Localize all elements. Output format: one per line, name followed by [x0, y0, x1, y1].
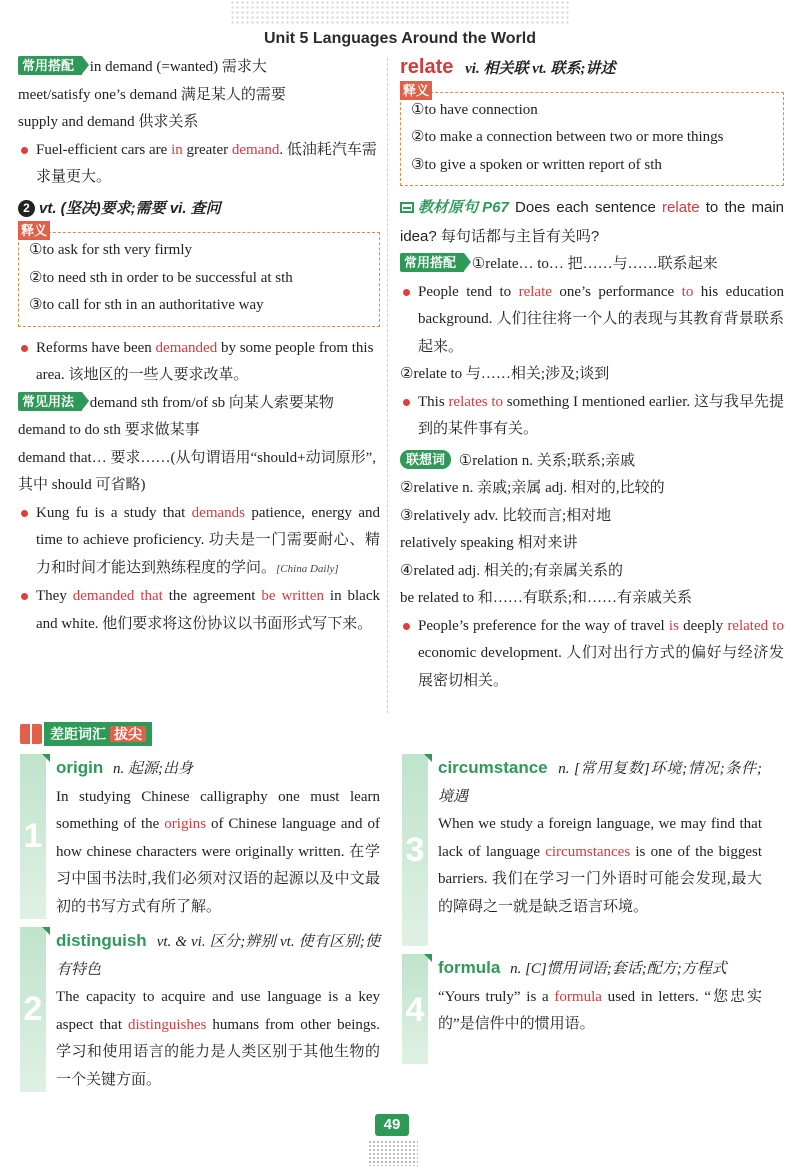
book-icon	[20, 724, 42, 744]
phrase: supply and demand 供求关系	[18, 114, 199, 130]
word-head: formula	[438, 958, 501, 977]
right-column	[400, 54, 784, 695]
definition: ②to make a connection between two or more things	[411, 129, 724, 145]
example-sentence: This relates to something I mentioned earlier. 这与我早先提到的某件事有关。	[400, 389, 784, 444]
word-pos: vt. & vi. 区分;辨别 vt. 使有区别;使有特色	[56, 934, 380, 978]
headword-line	[400, 54, 784, 84]
word-example: The capacity to acquire and use language is a key aspect that distinguishes humans from other beings. 学习和使用语言的能力是人类区别于其他生物的一个关键方面。	[56, 989, 380, 1088]
word-pos: n. [常用复数]环境;情况;条件;境遇	[438, 761, 762, 805]
top-decoration	[230, 0, 570, 26]
source-citation: [China Daily]	[276, 562, 339, 575]
related-words-line: 联想词 ①relation n. 关系;联系;亲戚	[400, 448, 784, 476]
bottom-decoration	[368, 1140, 418, 1166]
word-number: 4	[405, 991, 425, 1029]
example-sentence: Kung fu is a study that demands patience, energy and time to achieve proficiency. 功夫是一门需要耐心、精力和时间才能达到熟练程度的学问。[China Daily]	[18, 500, 380, 584]
related-phrase: relatively speaking 相对来讲	[400, 535, 578, 551]
word-pos: n. 起源;出身	[112, 761, 193, 777]
section-subtitle: 拔尖	[110, 726, 146, 742]
collocation-line	[18, 54, 380, 82]
definition-box	[18, 223, 380, 327]
textbook-tag: 教材原句 P67	[418, 199, 509, 216]
word-card-body	[56, 754, 380, 921]
section-title: 差距词汇 拔尖	[44, 722, 152, 746]
word-card-4	[402, 954, 762, 1064]
definition-label: 释义	[18, 221, 50, 240]
definition: ③to give a spoken or written report of sth	[411, 156, 662, 173]
definition-label: 释义	[400, 81, 432, 100]
example-sentence: People’s preference for the way of travel is deeply related to economic development. 人们对出行方式的偏好与经济发展密切相关。	[400, 613, 784, 696]
related-word: ④related adj. 相关的;有亲属关系的	[400, 562, 623, 579]
collocation: ②relate to 与……相关;涉及;谈到	[400, 366, 610, 382]
unit-title: Unit 5 Languages Around the World	[264, 30, 536, 47]
word-card-2	[20, 927, 380, 1092]
word-head: distinguish	[56, 931, 147, 950]
usage: demand to do sth 要求做某事	[18, 422, 200, 438]
definition: ③to call for sth in an authoritative way	[29, 297, 264, 313]
collocation-line: 常用搭配 ①relate… to… 把……与……联系起来	[400, 251, 784, 279]
headword: relate	[400, 56, 454, 78]
word-card-body	[56, 927, 380, 1094]
word-head: origin	[56, 758, 104, 777]
headword-pos: vi. 相关联 vt. 联系;讲述	[465, 61, 616, 77]
example-sentence: Reforms have been demanded by some people from this area. 该地区的一些人要求改革。	[18, 335, 380, 390]
column-divider	[387, 58, 388, 713]
word-card-body	[438, 754, 762, 921]
word-card-1	[20, 754, 380, 919]
page-number: 49	[375, 1114, 409, 1136]
sense-number: 2	[18, 200, 35, 217]
collocation-tag: 常用搭配	[400, 253, 464, 272]
textbook-icon	[400, 202, 414, 213]
left-column	[18, 54, 380, 638]
example-sentence: They demanded that the agreement be written in black and white. 他们要求将这份协议以书面形式写下来。	[18, 583, 380, 638]
related-phrase: be related to 和……有联系;和……有亲戚关系	[400, 590, 693, 606]
word-number: 2	[23, 990, 43, 1028]
example-sentence: Fuel-efficient cars are in greater demand. 低油耗汽车需求量更大。	[18, 137, 380, 192]
definition: ①to have connection	[411, 101, 538, 118]
definition: ②to need sth in order to be successful at sth	[29, 269, 293, 286]
word-head: circumstance	[438, 758, 548, 777]
usage: demand that… 要求……(从句谓语用“should+动词原形”,其中 should 可省略)	[18, 449, 377, 493]
word-example: When we study a foreign language, we may find that lack of language circumstances is one of the biggest barriers. 我们在学习一门外语时可能会发现,最大的障碍之一就是缺乏语言环境。	[438, 816, 762, 915]
usage-line: 常见用法 demand sth from/of sb 向某人索要某物	[18, 390, 380, 418]
usage-tag: 常见用法	[18, 392, 82, 411]
word-number: 1	[23, 817, 43, 855]
related-word: ③relatively adv. 比较而言;相对地	[400, 507, 612, 524]
textbook-sentence: 教材原句 P67 Does each sentence relate to the main idea? 每句话都与主旨有关吗?	[400, 194, 784, 251]
word-card-body	[438, 954, 762, 1039]
related-words-tag: 联想词	[400, 450, 451, 469]
definition: ①to ask for sth very firmly	[29, 242, 193, 258]
word-card-3	[402, 754, 762, 946]
word-pos: n. [C]惯用词语;套话;配方;方程式	[510, 961, 727, 977]
example-sentence: People tend to relate one’s performance to his education background. 人们往往将一个人的表现与其教育背景联系起来。	[400, 279, 784, 362]
word-number: 3	[405, 831, 425, 869]
definition-box	[400, 82, 784, 187]
collocation-tag: 常用搭配	[18, 56, 82, 75]
phrase: in demand (=wanted) 需求大	[89, 59, 267, 75]
phrase: meet/satisfy one’s demand 满足某人的需要	[18, 86, 286, 103]
word-example: In studying Chinese calligraphy one must learn something of the origins of Chinese language and of how chinese characters were originally written. 在学习中国书法时,我们必须对汉语的起源以及中文最初的书写方式有所了解。	[56, 788, 380, 915]
related-word: ②relative n. 亲戚;亲属 adj. 相对的,比较的	[400, 480, 665, 496]
word-example: “Yours truly” is a formula used in letters. “您忠实的”是信件中的惯用语。	[438, 988, 762, 1032]
sense-heading: 2 vt. (坚决)要求;需要 vi. 查问	[18, 195, 380, 223]
